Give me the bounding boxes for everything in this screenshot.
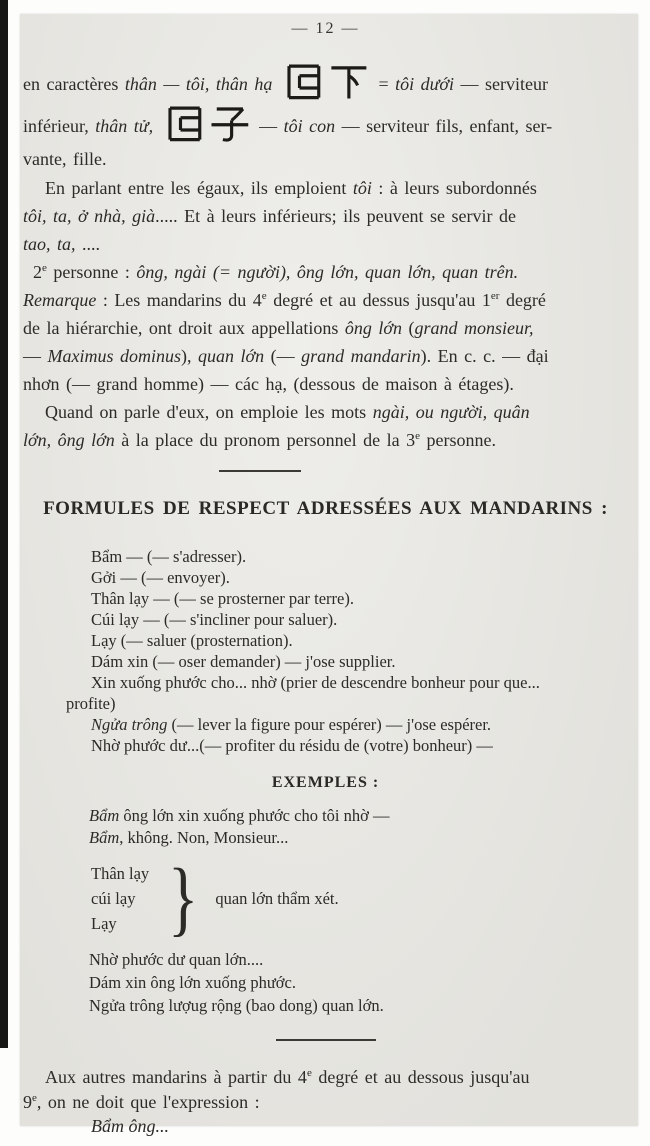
brace-example-group	[91, 852, 628, 945]
text-run-superscript: e	[415, 430, 421, 442]
text-run: (—	[264, 346, 302, 366]
text-run: , không. Non, Monsieur...	[119, 828, 289, 847]
text-run: (— lever la figure pour espérer) — j'ose espérer.	[167, 715, 492, 734]
text-run-italic: Ngửa trông	[91, 715, 168, 734]
text-run: ông lớn xin xuống phước cho tôi nhờ —	[119, 806, 390, 825]
text-run: ....	[75, 234, 101, 254]
bottom-divider-rule	[276, 1039, 376, 1041]
text-run: Lạy (— saluer (prosternation).	[91, 631, 293, 650]
example-line-2	[89, 827, 628, 849]
cjk-chen-glyph	[282, 60, 324, 102]
scanned-book-page	[20, 14, 638, 1136]
text-run-italic: tôi con	[283, 116, 336, 136]
text-run: Nhờ phước dư quan lớn....	[89, 950, 264, 969]
formula-item-than-lay	[91, 588, 628, 609]
text-run: ..... Et à leurs inférieurs; ils peuvent se servir de	[155, 206, 517, 226]
text-run: : Les mandarins du 4	[96, 290, 262, 310]
text-run: à la place du pronom personnel de la 3	[114, 430, 416, 450]
text-run: Ngửa trông lượug rộng (bao dong) quan lớn.	[89, 996, 384, 1015]
text-run: Thân lạy — (— se prosterner par terre).	[91, 589, 354, 608]
text-run: 2	[33, 262, 42, 282]
text-run: Nhờ phước dư...(— profiter du résidu de (votre) bonheur) —	[91, 736, 493, 755]
text-run-italic: tôi dưới	[395, 74, 455, 94]
grouping-brace-icon: }	[168, 852, 199, 945]
text-run: Bẩm — (— s'adresser).	[91, 547, 247, 566]
brace-shared-text: quan lớn thẩm xét.	[215, 888, 339, 908]
text-run: — serviteur	[454, 74, 549, 94]
text-run-superscript: e	[32, 1092, 37, 1104]
text-run: de la hiérarchie, ont droit aux appellations	[23, 318, 345, 338]
formula-item-lay	[91, 630, 628, 651]
text-run: Quand on parle d'eux, on emploie les mots	[45, 402, 373, 422]
cjk-chen-glyph	[163, 102, 205, 144]
text-run: , on ne doit que l'expression :	[36, 1092, 260, 1112]
text-run: inférieur,	[23, 116, 96, 136]
paragraph-aux-autres	[23, 1065, 628, 1115]
text-run: —	[252, 116, 284, 136]
text-run: nhơn (— grand homme) — các hạ, (dessous de maison à étages).	[23, 374, 514, 394]
text-run: Dám xin (— oser demander) — j'ose supplier.	[91, 652, 396, 671]
formula-item-dam-xin	[91, 651, 628, 672]
text-run: Dám xin ông lớn xuống phước.	[89, 973, 296, 992]
text-run-superscript: e	[42, 262, 47, 274]
text-run: en caractères	[23, 74, 125, 94]
cjk-zi-glyph	[208, 102, 250, 144]
paragraph-caracteres	[23, 60, 628, 174]
text-run-italic: Bẩm ông...	[91, 1116, 169, 1136]
text-run-italic: grand mandarin	[301, 346, 421, 366]
cjk-than-tu-characters	[163, 102, 250, 144]
section-heading-formules: FORMULES DE RESPECT ADRESSÉES AUX MANDARINS :	[43, 498, 608, 519]
text-run: =	[371, 74, 396, 94]
text-run: (	[402, 318, 415, 338]
text-run-italic: Bẩm	[89, 828, 120, 847]
text-run: vante, fille.	[23, 149, 107, 169]
formula-item-xin-xuong	[66, 672, 628, 714]
text-run-italic: grand monsieur,	[414, 318, 534, 338]
exemples-heading: EXEMPLES :	[271, 774, 380, 791]
text-run: personne.	[420, 430, 496, 450]
text-run-italic: ngài, ou người, quân	[372, 402, 530, 422]
text-run-italic: lớn, ông lớn	[23, 430, 115, 450]
text-run-italic: ông, ngài (= người), ông lớn, quan lớn, quan trên.	[136, 262, 519, 282]
formula-item-nho-phuoc	[91, 735, 628, 756]
brace-left-column	[91, 861, 161, 936]
closing-line-bam-ong	[91, 1115, 628, 1137]
scan-edge-shadow	[0, 0, 8, 1048]
example-line-3	[89, 948, 628, 971]
formula-item-goi	[91, 567, 628, 588]
text-run-italic: Bẩm	[89, 806, 120, 825]
example-line-1	[89, 805, 628, 827]
text-run-italic: tao, ta,	[23, 234, 76, 254]
paragraph-2e-personne	[23, 258, 628, 286]
text-run-superscript: e	[261, 290, 267, 302]
examples-intro	[89, 805, 628, 849]
text-run: degré	[499, 290, 546, 310]
text-run: : à leurs subordonnés	[371, 178, 537, 198]
text-run: ). En c. c. — đại	[420, 346, 549, 366]
brace-line-cui-lay: cúi lạy	[91, 889, 136, 908]
example-line-5	[89, 994, 628, 1017]
paragraph-remarque	[23, 286, 628, 398]
text-run: Cúi lạy — (— s'incliner pour saluer).	[91, 610, 338, 629]
text-run: ),	[181, 346, 198, 366]
formula-list	[66, 546, 628, 756]
text-run-italic: tôi, ta, ở nhà, già	[23, 206, 156, 226]
text-run: degré et au dessus jusqu'au 1	[266, 290, 491, 310]
paragraph-quand-on-parle	[23, 398, 628, 454]
text-run-italic: Maximus dominus	[47, 346, 181, 366]
text-run: En parlant entre les égaux, ils emploient	[45, 178, 353, 198]
examples-more	[89, 948, 628, 1017]
brace-line-lay: Lạy	[91, 914, 117, 933]
text-run-superscript: er	[490, 290, 500, 302]
text-run-italic: thân tử,	[95, 116, 160, 136]
example-line-4	[89, 971, 628, 994]
text-run: — serviteur fils, enfant, ser-	[335, 116, 553, 136]
text-run: —	[23, 346, 48, 366]
page-content	[20, 14, 638, 1137]
page-number: — 12 —	[291, 20, 360, 37]
text-run-italic: tôi	[352, 178, 372, 198]
formula-item-bam	[91, 546, 628, 567]
section-divider-rule	[219, 470, 301, 472]
text-run-italic: Remarque	[23, 290, 97, 310]
brace-line-than-lay: Thân lạy	[91, 864, 150, 883]
text-run: personne :	[46, 262, 137, 282]
text-run: 9	[23, 1092, 32, 1112]
text-run: degré et au dessous jusqu'au	[311, 1067, 530, 1087]
text-run: Aux autres mandarins à partir du 4	[45, 1067, 307, 1087]
formula-item-cui-lay	[91, 609, 628, 630]
paragraph-egaux	[23, 174, 628, 258]
text-run-italic: thân — tôi, thân hạ	[124, 74, 279, 94]
text-run: Xin xuống phước cho... nhờ (prier de descendre bonheur pour que...	[91, 673, 540, 692]
text-run-italic: quan lớn	[198, 346, 265, 366]
text-run-italic: ông lớn	[344, 318, 402, 338]
text-run: Gởi — (— envoyer).	[91, 568, 230, 587]
cjk-than-ha-characters	[282, 60, 369, 102]
text-run: profite)	[66, 694, 116, 713]
cjk-xia-glyph	[327, 60, 369, 102]
text-run-superscript: e	[306, 1067, 312, 1079]
formula-item-ngua-trong	[91, 714, 628, 735]
